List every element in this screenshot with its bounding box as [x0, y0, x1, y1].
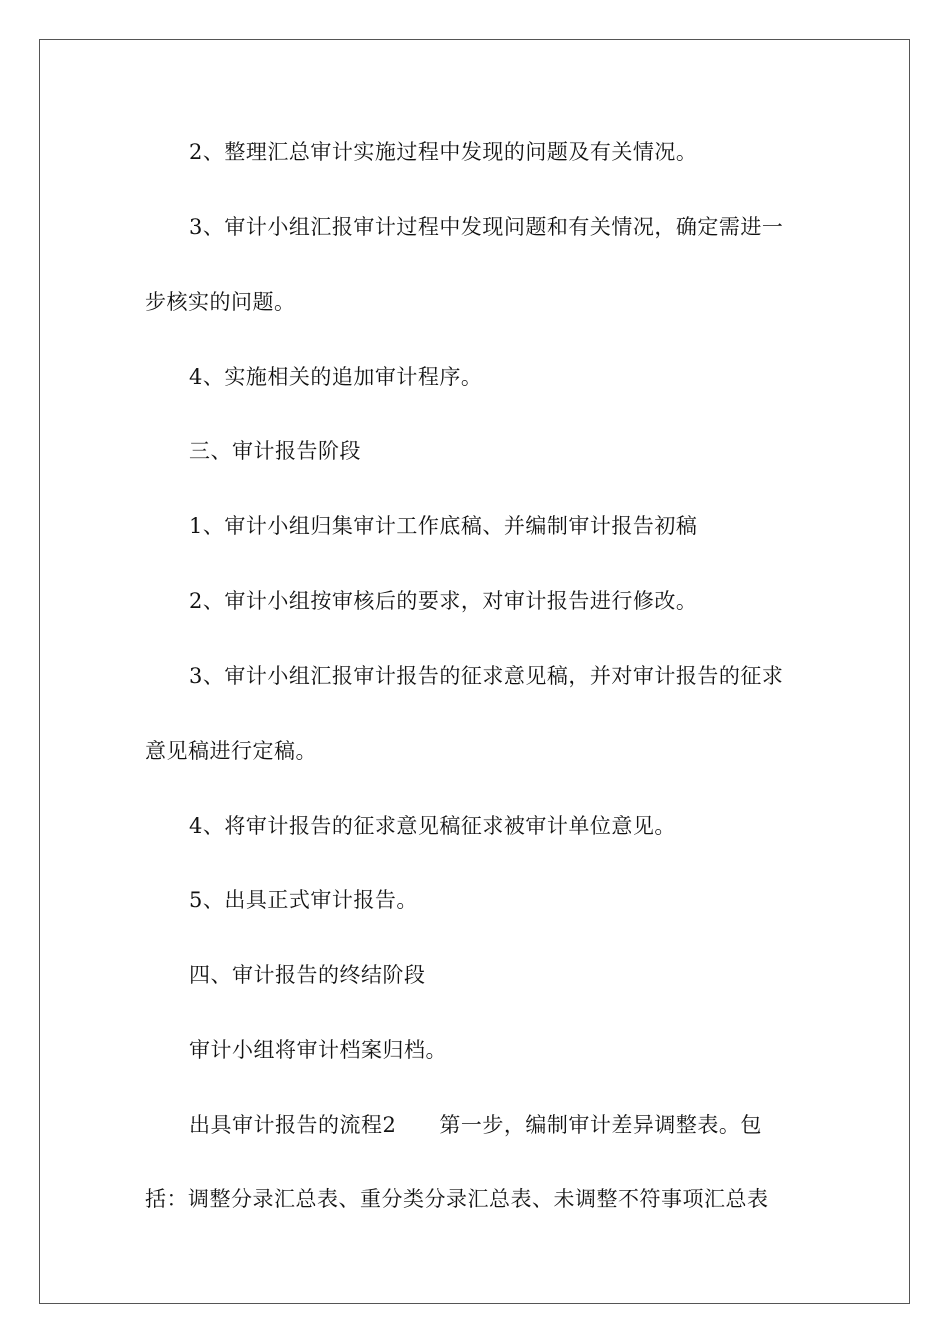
paragraph-line: 5、出具正式审计报告。	[189, 888, 418, 912]
paragraph-line: 4、实施相关的追加审计程序。	[189, 365, 483, 389]
paragraph-line: 2、整理汇总审计实施过程中发现的问题及有关情况。	[189, 140, 698, 164]
paragraph-line: 出具审计报告的流程2 第一步，编制审计差异调整表。包	[189, 1113, 762, 1137]
paragraph-line: 意见稿进行定稿。	[145, 739, 317, 763]
section-heading: 三、审计报告阶段	[189, 439, 361, 463]
paragraph-line: 括：调整分录汇总表、重分类分录汇总表、未调整不符事项汇总表	[145, 1187, 769, 1211]
paragraph-line: 4、将审计报告的征求意见稿征求被审计单位意见。	[189, 814, 676, 838]
paragraph-line: 步核实的问题。	[145, 290, 296, 314]
paragraph-line: 3、审计小组汇报审计报告的征求意见稿，并对审计报告的征求	[189, 664, 784, 688]
paragraph-line: 1、审计小组归集审计工作底稿、并编制审计报告初稿	[189, 514, 698, 538]
section-heading: 四、审计报告的终结阶段	[189, 963, 426, 987]
paragraph-line: 2、审计小组按审核后的要求，对审计报告进行修改。	[189, 589, 698, 613]
paragraph-line: 审计小组将审计档案归档。	[189, 1038, 447, 1062]
paragraph-line: 3、审计小组汇报审计过程中发现问题和有关情况，确定需进一	[189, 215, 784, 239]
